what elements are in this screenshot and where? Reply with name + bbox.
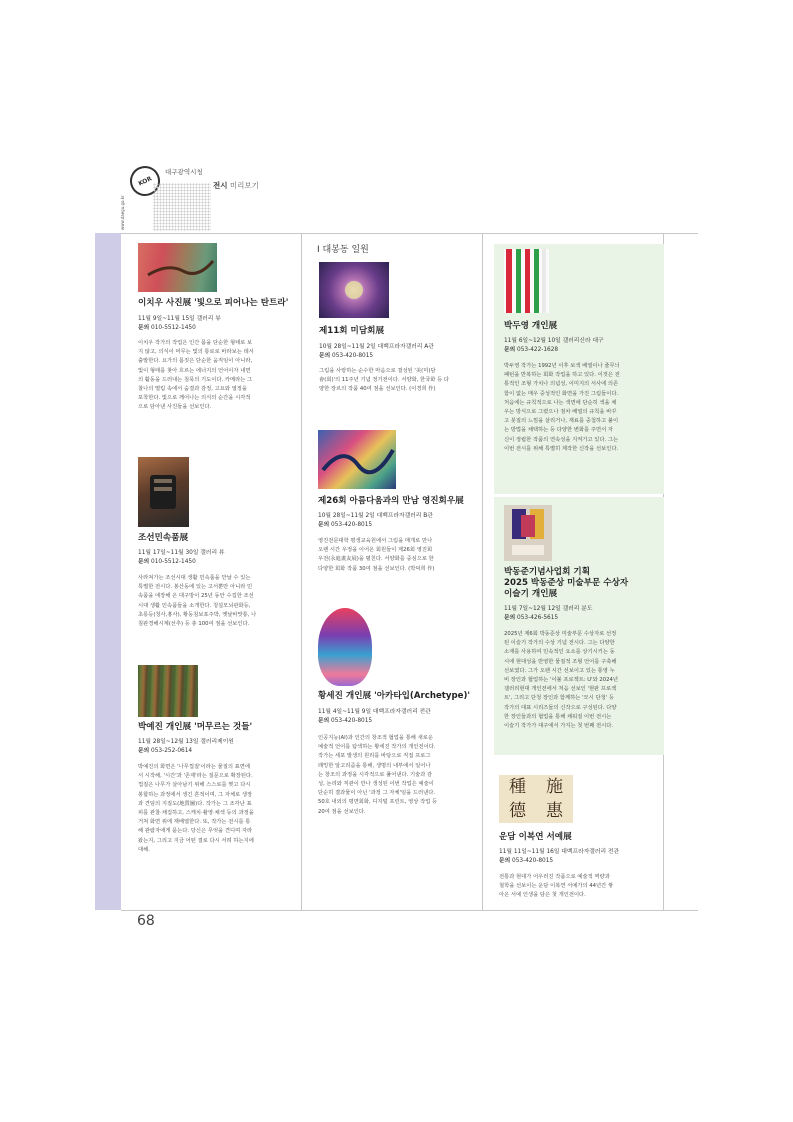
exhibit-body: 전통과 현대가 어우러진 작품으로 예술적 역량과 철학을 선보이는 운담 이복연 서예가의 44년간 쌓 아온 서예 인생을 담은 첫 개인전이다. [499,874,614,899]
dot-pattern [153,183,211,231]
exhibit-title: 제26회 아름다움과의 만남 영진회우展 [318,496,464,506]
exhibit-date: 11월 17일~11월 30일 갤러리 뷰 [138,550,225,556]
calligraphy-char: 德 [509,801,526,821]
exhibit-date: 10월 28일~11월 2일 대백프라자갤러리 B관 [318,513,433,519]
exhibit-date: 11월 28일~12월 13일 갤러리제이원 [138,739,234,745]
vertical-url-text: www.daegu.go.kr [120,195,125,230]
frame-top-rule [121,233,698,234]
exhibit-date: 11월 9일~11월 15일 갤러리 뷰 [138,316,221,322]
exhibit-title: 조선민속품展 [138,533,189,543]
exhibit-body: 사라져가는 조선시대 생활 민속품을 만날 수 있는 특별한 전시다. 봉산동에 있는 고서뿐만 아니라 민 속품을 애장해 온 대구방이 25년 동안 수집한 조선 시대 생활 민속품들을 소개한다. 청설모뇌관화등, 초롱등(청사,홍사), 황동침보포주박, 옛날바맛통, 나 침판경해시계(선추) 등 총 100여 점을 선보인다. [138,575,257,628]
exhibit-inquiry: 문의 053-420-8015 [499,858,554,864]
side-color-band [95,233,121,910]
exhibit-title-block [504,567,628,600]
exhibit-date: 11월 4일~11월 9일 대백프라자갤러리 전관 [318,709,431,715]
exhibit-inquiry: 문의 053-422-1628 [504,347,559,353]
frame-bottom-rule [121,910,698,911]
exhibit-title: 황세진 개인展 '아카타입(Archetype)' [318,691,471,701]
exhibit-body: 인공지능(AI)과 인간의 창조적 협업을 통해 새로운 예술적 언어를 탐색하는 황세진 작가의 개인전이다. 작가는 세포 발생의 원리를 바탕으로 직접 프로그 래밍한 알고리즘을 통해, 생명의 내부에서 일어나 는 창조의 과정을 시각적으로 풀어낸다. 기술과 감 성, 논리와 직관이 만나 생성된 이번 작업은 예술이 단순히 결과물이 아닌 '과정 그 자체'임을 드러낸다. 50호 내외의 평면회화, 디지털 프린트, 영상 작업 등 20여 점을 선보인다. [318,735,438,815]
exhibit-image-abstract [318,430,396,489]
exhibit-inquiry: 문의 010-5512-1450 [138,325,196,331]
exhibit-title: 운담 이복연 서예展 [499,832,572,842]
exhibit-title: 제11회 미담회展 [319,326,385,336]
exhibit-inquiry: 문의 053-420-8015 [318,718,373,724]
exhibit-inquiry: 문의 053-420-8015 [318,522,373,528]
exhibit-image-tantra [138,243,217,292]
exhibit-title: 박동준기념사업회 기획 [504,567,591,577]
exhibit-inquiry: 문의 010-5512-1450 [138,559,196,565]
exhibit-body: 박두영 작가는 1992년 이후 보색 배열이나 줄무늬 패턴을 반복하는 회화 작업을 하고 있다. 이것은 전 통적인 조형 가치나 의념성, 이미지의 서사에 의존 함이 없는 매우 중성적인 화면을 가진 그림들이다. 처음에는 규칙적으로 나는 색면에 단순히 색을 채 우는 방식으로 그렸으나 점차 배열의 규칙을 바꾸 고 붓질의 느낌을 살리거나, 재료를 중첩하고 붙이 는 방법을 채택하는 등 다양한 변화를 주면서 자 신이 정립한 작품의 연속성을 지켜가고 있다. 그는 이번 전시를 위해 특별히 제작한 신작을 선보인다. [504,363,620,452]
logo-badge: KOR [125,161,165,201]
exhibit-body: 이치우 작가의 작업은 인간 몸을 단순한 형태로 보 지 않고, 의식이 머무는 빛의 통로로 바라보는 데서 출발한다. 요가의 몸짓은 단순한 움직임이 아니라, 빛이 형태를 찾아 흐르는 에너지의 언어이자 내면 의 활동을 드러내는 침묵의 기도이다. 카메라는 그 찰나의 떨림 속에서 숨결과 감정, 고요와 열정을 포착한다. 빛으로 깨어나는 의식의 순간을 시각적 으로 담아낸 사진들을 선보인다. [138,340,254,411]
exhibit-title: 박두영 개인展 [504,321,558,331]
exhibit-inquiry: 문의 053-252-0614 [138,748,193,754]
exhibit-body: 그림을 사랑하는 순수한 마음으로 결성된 '美(미)담 會(회)'의 11주년 기념 정기전이다. 서양화, 한국화 등 다 양한 장르의 작품 40여 점을 선보인다. (이경희 作) [319,368,449,393]
exhibit-image-folk [138,457,189,527]
exhibit-inquiry: 문의 053-426-5615 [504,615,559,621]
exhibit-title: 이치우 사진展 '빛으로 피어나는 탄트라' [138,298,289,308]
header-section-title: 전시 미리보기 [213,181,259,190]
exhibit-image-bark [138,665,198,717]
column-divider [482,233,483,910]
exhibit-title: 박예진 개인展 '머무르는 것들' [138,722,253,732]
exhibit-date: 11월 11일~11월 16일 대백프라자갤러리 전관 [499,849,620,855]
calligraphy-char: 施 [546,777,563,797]
exhibit-body: 박예진의 화면은 '나무껍질'이라는 물질의 표면에 서 시작해, '시간'과 '존재'라는 질문으로 확장된다. 껍질은 나무가 살아남기 위해 스스로를 찢고 다시 봉합하는 과정에서 생긴 흔적이며, 그 자체로 생장 과 견딤의 지질도(地質圖)다. 작가는 그 조각난 표 피를 관찰·채집하고, 스케치·촬영·채색 등의 과정을 거쳐 화면 위에 재배열한다. 또, 작가는 전시를 통 해 관람자에게 묻는다. 당신은 무엇을 견디며 자라 왔는지, 그리고 지금 어떤 결로 다시 서려 하는지에 대해. [138,764,254,853]
exhibit-image-stripes [504,249,549,313]
page-number: 68 [137,913,155,929]
calligraphy-char: 種 [509,777,526,797]
exhibit-title: 이슬기 개인展 [504,589,558,599]
exhibit-body: 영진전문대학 평생교육원에서 그림을 매개로 만나 오랜 시간 우정을 이어온 회원들이 제26회 영진회 우전(永進畫友展)을 펼친다. 서양화를 중심으로 한 다양한 회화 작품 30여 점을 선보인다. (박덕희 作) [318,538,435,572]
header-org: 대구광역시청 [165,168,203,176]
exhibit-title: 2025 박동준상 미술부문 수상자 [504,578,629,588]
exhibit-image-panel [504,505,552,561]
column-divider [301,233,302,910]
exhibit-image-flower [319,262,389,318]
exhibit-inquiry: 문의 053-420-8015 [319,353,374,359]
exhibit-date: 11월 6일~12월 10일 갤러리신라 대구 [504,338,604,344]
section-label: I 대봉동 일원 [317,245,369,255]
exhibit-date: 10월 28일~11월 2일 대백프라자갤러리 A관 [319,344,434,350]
exhibit-date: 11월 7일~12월 12일 갤러리 분도 [504,606,593,612]
exhibit-body: 2025년 제6회 박동준상 미술부문 수상자로 선정 된 이슬기 작가의 수상 기념 전시다. 그는 다양한 소재를 사용하여 민속적인 요소를 상기시키는 동 시에 현대성을 반영한 물질적 조형 언어를 구축해 선보였다. 그가 오랜 시간 선보이고 있는 통영 누 비 장인과 협업하는 '이불 프로젝트: U'와 2024년 갤러리현대 개인전에서 처음 선보인 '현판 프로젝 트', 그리고 단청 장인과 함께하는 '모시 단청' 등 작가의 대표 시리즈들의 신작으로 구성된다. 다양 한 장인들과의 협업을 통해 채워질 이번 전시는 이슬기 작가가 대구에서 가지는 첫 번째 전시다. [504,631,619,730]
exhibit-image-archetype [318,608,372,686]
exhibit-image-calligraphy [499,775,573,823]
calligraphy-char: 惠 [546,801,563,821]
